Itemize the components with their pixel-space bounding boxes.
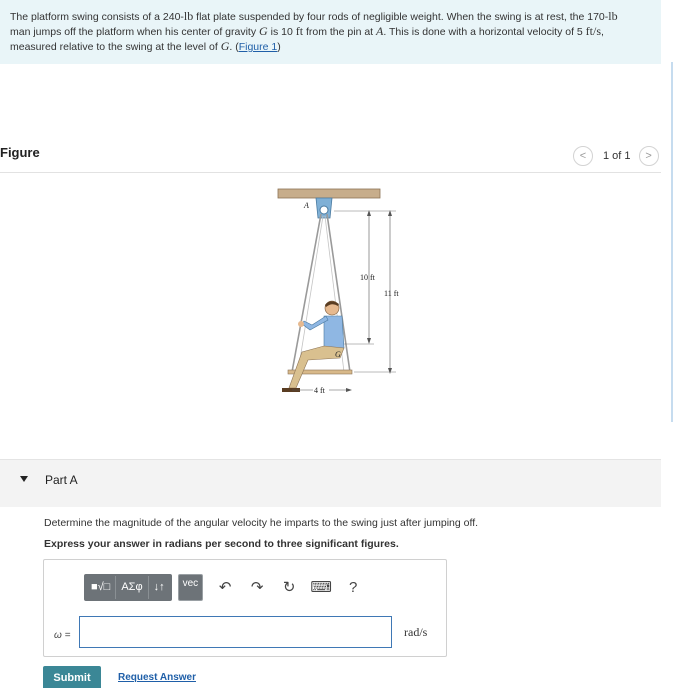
undo-icon: ↶	[218, 579, 232, 596]
keyboard-icon: ⌨	[310, 579, 332, 596]
dim-11-arrow-bottom	[388, 368, 392, 374]
chevron-right-icon: >	[645, 150, 652, 162]
question-text: Determine the magnitude of the angular velocity he imparts to the swing just after jumping off.	[44, 517, 479, 529]
part-a-header[interactable]	[0, 459, 661, 507]
symbol-g: G	[259, 24, 268, 38]
caret-down-icon	[20, 476, 28, 482]
vec-label: vec	[182, 577, 199, 589]
problem-text: . This is done with a horizontal velocity of 5	[383, 26, 586, 38]
label-a: A	[304, 201, 309, 210]
answer-box	[43, 559, 447, 657]
sqrt-template-icon: ■√□	[91, 581, 111, 593]
dim-11-label: 11 ft	[384, 289, 399, 298]
redo-icon: ↷	[250, 579, 264, 596]
answer-input[interactable]	[79, 616, 392, 648]
problem-text: man jumps off the platform when his center of gravity	[10, 26, 260, 38]
swing-diagram	[268, 182, 428, 402]
ceiling-beam	[278, 189, 380, 198]
subscript-button[interactable]	[149, 576, 170, 599]
figure-heading: Figure	[0, 145, 40, 160]
undo-button[interactable]	[215, 577, 235, 597]
problem-text: is 10	[267, 26, 296, 38]
scrollbar[interactable]	[671, 62, 673, 422]
dim-10-arrow-bottom	[367, 338, 371, 344]
pin-a	[320, 206, 328, 214]
problem-text: from the pin at	[303, 26, 376, 38]
problem-text: ,	[601, 26, 604, 38]
templates-button[interactable]	[86, 576, 116, 599]
page-indicator: 1 of 1	[603, 150, 631, 162]
part-title: Part A	[45, 473, 78, 487]
toolbar-group	[84, 574, 172, 601]
unit-lb: lb	[608, 9, 618, 23]
divider	[0, 172, 661, 173]
unit-ft-per-s: ft/s	[585, 24, 602, 38]
problem-text: The platform swing consists of a 240-	[10, 11, 184, 23]
figure-link[interactable]: Figure 1	[238, 41, 278, 53]
problem-text: . (	[229, 41, 239, 53]
greek-symbols-icon: AΣφ	[121, 581, 143, 593]
problem-text: measured relative to the swing at the level of	[10, 41, 221, 53]
dim-4-arrow-right	[346, 388, 352, 392]
man-hand	[298, 321, 304, 327]
chevron-left-icon: <	[579, 150, 587, 162]
keyboard-button[interactable]	[311, 577, 331, 597]
submit-button[interactable]: Submit	[43, 666, 101, 688]
figure-pager	[573, 146, 659, 166]
instruction-text: Express your answer in radians per second to three significant figures.	[44, 538, 399, 550]
problem-text: )	[277, 41, 281, 53]
unit-ft: ft	[295, 24, 304, 38]
help-icon: ?	[349, 578, 358, 596]
dim-4-label: 4 ft	[314, 386, 325, 395]
redo-button[interactable]	[247, 577, 267, 597]
omega-label: ω =	[54, 630, 71, 641]
symbol-a: A	[376, 24, 384, 38]
man-figure	[282, 301, 344, 392]
reset-button[interactable]	[279, 577, 299, 597]
arrows-icon: ↓↑	[153, 581, 165, 593]
help-button[interactable]	[343, 577, 363, 597]
unit-lb: lb	[183, 9, 194, 23]
prev-figure-button[interactable]	[573, 146, 593, 166]
unit-label: rad/s	[404, 625, 428, 639]
man-torso	[324, 316, 344, 350]
dim-10-label: 10 ft	[360, 273, 375, 282]
request-answer-link[interactable]: Request Answer	[118, 672, 196, 683]
greek-button[interactable]	[116, 576, 148, 599]
next-figure-button[interactable]	[639, 146, 659, 166]
vec-button[interactable]	[178, 574, 204, 601]
label-g: G	[335, 350, 341, 359]
reset-icon: ↻	[282, 579, 296, 596]
problem-text: flat plate suspended by four rods of negligible weight. When the swing is at rest, the 170-	[193, 11, 609, 23]
symbol-g: G	[220, 39, 230, 53]
problem-statement	[0, 0, 661, 64]
math-toolbar	[84, 572, 363, 602]
